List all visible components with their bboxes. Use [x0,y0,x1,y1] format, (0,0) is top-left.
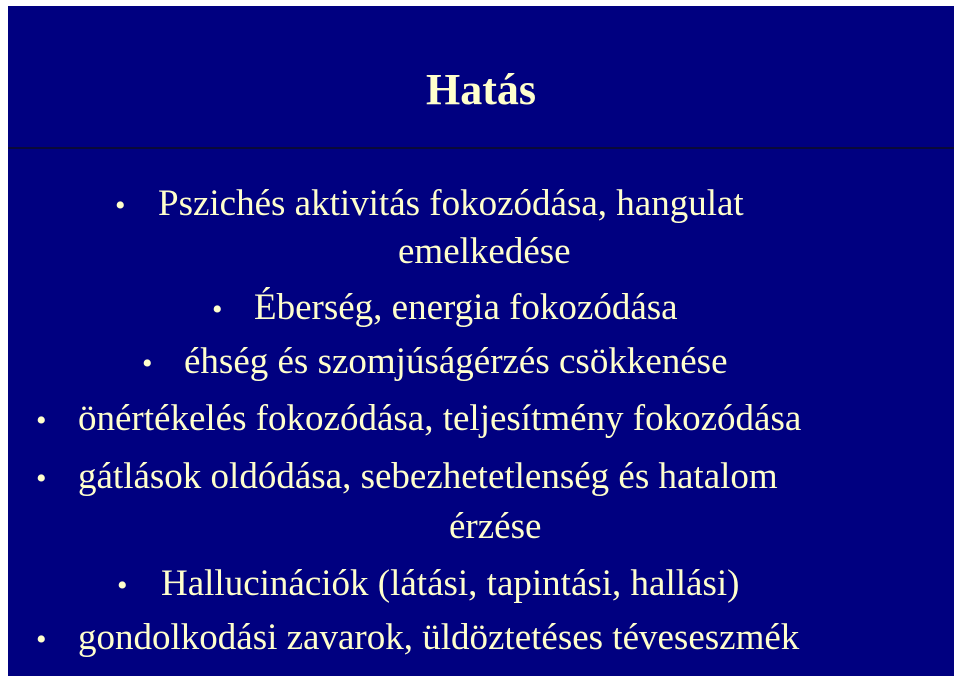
bullet-icon: • [36,404,47,437]
bullet-icon: • [142,347,153,380]
bullet-icon: • [115,189,126,222]
list-item-line: önértékelés fokozódása, teljesítmény fokozódása [78,398,802,439]
list-item-line: éhség és szomjúságérzés csökkenése [184,341,728,382]
list-item-line: Éberség, energia fokozódása [254,287,678,328]
bullet-icon: • [117,569,128,602]
bullet-icon: • [212,293,223,326]
bullet-icon: • [36,462,47,495]
list-item-line: érzése [449,506,542,547]
slide-title: Hatás [426,65,536,114]
list-item-line: gátlások oldódása, sebezhetetlenség és hatalom [78,456,778,497]
bullet-icon: • [36,623,47,656]
title-box [8,6,954,149]
list-item-line: Pszichés aktivitás fokozódása, hangulat [158,183,744,224]
slide [8,6,954,676]
list-item-line: emelkedése [398,231,571,272]
list-item-line: gondolkodási zavarok, üldöztetéses téveseszmék [78,617,800,658]
list-item-line: Hallucinációk (látási, tapintási, hallási) [161,563,740,604]
